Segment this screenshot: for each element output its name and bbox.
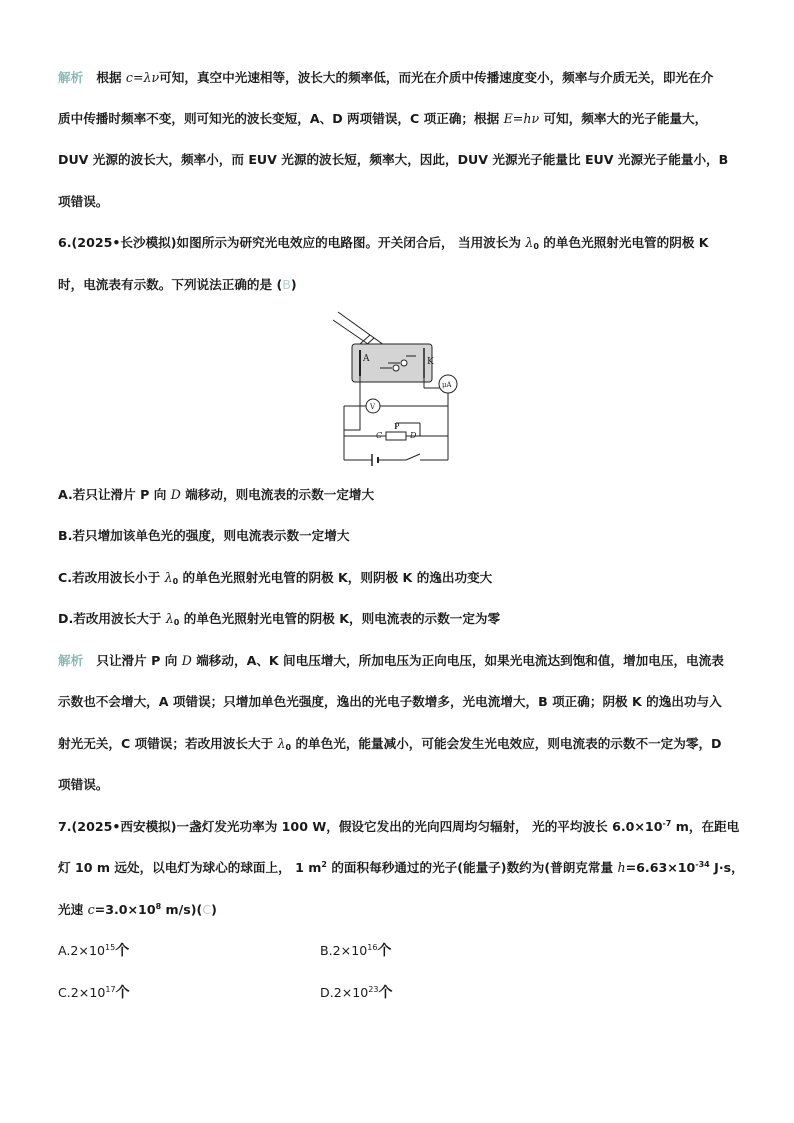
cathode-label: K (427, 357, 434, 367)
analysis-1-line-3: DUV 光源的波长大，频率小，而 EUV 光源的波长短，频率大，因此，DUV 光源光子能量比 EUV 光源光子能量小，B (58, 152, 729, 167)
analysis-2-line-2: 示数也不会增大，A 项错误；只增加单色光强度，逸出的光电子数增多，光电流增大，B 项正确；阴极 K 的逸出功与入 (58, 694, 722, 709)
q7-option-d: $D.2\times 10^{23}$个 (320, 985, 393, 1001)
question-7-stem-2: 灯 10 m 远处，以电灯为球心的球面上， 1 $m^2$ 的面积每秒通过的光子(能量子)数约为(普朗克常量 $h=6.63\times 10^{-34}$ J·s， (58, 860, 744, 875)
anode-label: A (363, 354, 370, 364)
electron (393, 365, 399, 371)
question-7-stem-3: 光速 $c=3.0\times 10^8$ m/s)(C) (58, 902, 217, 917)
question-7-stem-1: 7.(2025•西安模拟)一盏灯发光功率为 100 W，假设它发出的光向四周均匀辐射， 光的平均波长 $6.0\times 10^{-7}$ m，在距电 (58, 819, 740, 834)
analysis-1-line-4: 项错误。 (58, 194, 109, 209)
rheostat-end-d: D (410, 431, 417, 440)
analysis-label: 解析 (58, 653, 84, 668)
rheostat-end-c: C (376, 431, 383, 440)
analysis-1-line-2: 质中传播时频率不变，则可知光的波长变短，A、D 两项错误，C 项正确；根据 E=hν 可知，频率大的光子能量大， (58, 111, 708, 126)
slider-label: P (394, 422, 400, 431)
option-b: B.若只增加该单色光的强度，则电流表示数一定增大 (58, 528, 350, 543)
microammeter-label: μA (442, 381, 452, 389)
switch (406, 454, 420, 460)
voltmeter-label: V (370, 403, 376, 411)
analysis-1-line-1: 解析 根据 c=λν可知，真空中光速相等，波长大的频率低，而光在介质中传播速度变小，频率与介质无关，即光在介 (58, 70, 714, 85)
analysis-2-line-1: 解析 只让滑片 P 向 D 端移动，A、K 间电压增大，所加电压为正向电压，如果光电流达到饱和值，增加电压，电流表 (58, 653, 724, 668)
rheostat (386, 432, 406, 440)
option-d: D.若改用波长大于 $\lambda_0$ 的单色光照射光电管的阴极 K，则电流表的示数一定为零 (58, 611, 501, 627)
q7-option-a: $A.2\times 10^{15}$个 (58, 943, 130, 959)
electron (401, 360, 407, 366)
answer-key: C (202, 902, 212, 917)
analysis-2-line-3: 射光无关，C 项错误；若改用波长大于 $\lambda_0$ 的单色光，能量减小，可能会发生光电效应，则电流表的示数不一定为零，D (58, 736, 722, 752)
q7-option-b: $B.2\times 10^{16}$个 (320, 943, 392, 959)
question-6-stem-1: 6.(2025•长沙模拟)如图所示为研究光电效应的电路图。开关闭合后， 当用波长为 $\lambda_0$ 的单色光照射光电管的阴极 K (58, 235, 709, 251)
option-c: C.若改用波长小于 $\lambda_0$ 的单色光照射光电管的阴极 K，则阴极 K 的逸出功变大 (58, 570, 493, 586)
question-6-stem-2: 时，电流表有示数。下列说法正确的是 (B) (58, 277, 297, 292)
option-a: A.若只让滑片 P 向 D 端移动，则电流表的示数一定增大 (58, 487, 375, 502)
answer-key: B (282, 277, 291, 292)
photoelectric-circuit-diagram (330, 308, 462, 470)
analysis-2-line-4: 项错误。 (58, 777, 109, 792)
q7-option-c: $C.2\times 10^{17}$个 (58, 985, 130, 1001)
analysis-label: 解析 (58, 70, 84, 85)
